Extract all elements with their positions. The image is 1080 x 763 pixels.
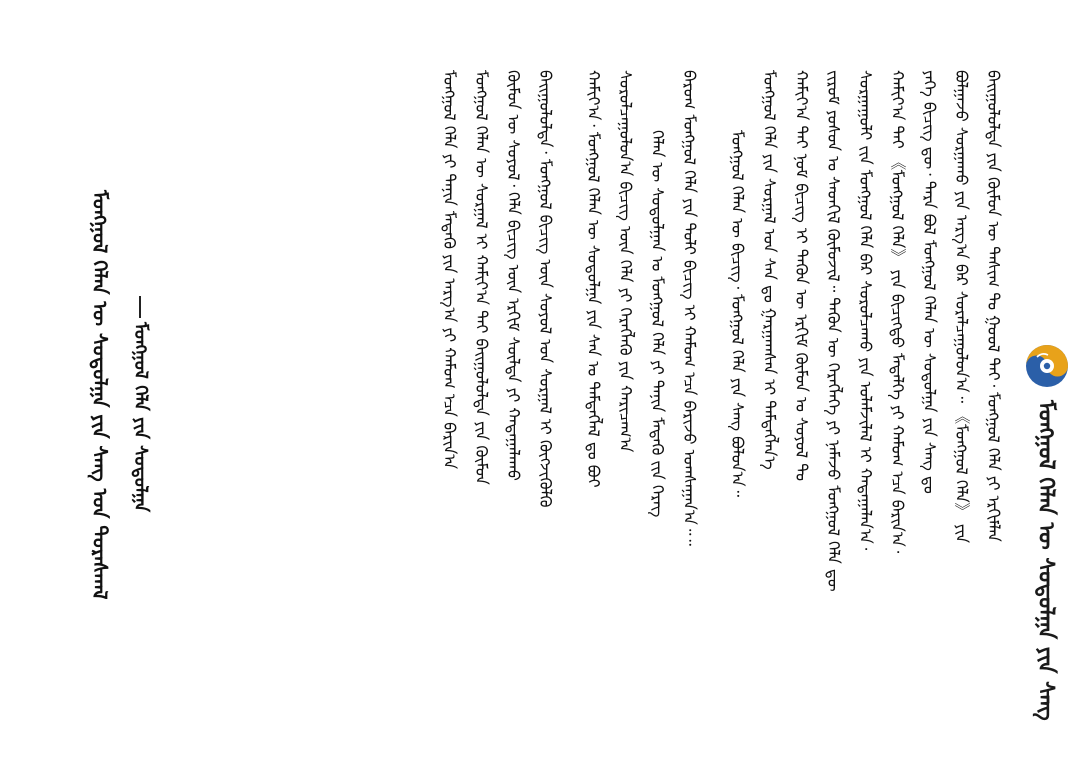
body-column: ᠪᠠᠷᠤᠭ ᠮᠣᠩᠭᠣᠯ ᠬᠡᠯᠡ ᠶᠢᠨ ᠲᠣᠯᠢ ᠪᠢᠴᠢᠭ ᠢ ᠬᠠᠮᠤᠭ ᠡᠴᠡ ᠪᠠᠷᠢᠵᠤ ᠤᠭᠰᠠᠭᠠᠨ᠎ᠠ᠃᠃: [680, 70, 699, 546]
body-column: ᠬᠠᠮᠢᠶ᠎ᠠ ᠲᠠᠢ 《ᠮᠣᠩᠭᠣᠯ ᠬᠡᠯᠡ》 ᠶᠢᠨ ᠪᠢᠴᠢᠭᠲᠦ ᠮᠡᠳᠡᠯᠭᠡ ᠶᠢ ᠬᠠᠮᠤᠭ ᠡᠴᠡ ᠪᠠᠷᠢᠨ᠎ᠠ᠂: [888, 70, 907, 554]
body-column: ᠬᠠᠮᠢᠶ᠎ᠠ᠂ ᠮᠣᠩᠭᠣᠯ ᠬᠡᠯᠡᠨ ᠦ ᠰᠤᠳᠤᠯᠭᠠ ᠶᠢᠨ ᠰᠠᠨ ᠤ ᠲᠡᠮᠳᠡᠭᠯᠡᠯ ᠳᠤ ᠪᠤᠢ: [584, 70, 603, 488]
article-author: ᠮᠣᠩᠭᠣᠯ ᠬᠡᠯᠡ ᠶᠢᠨ ᠰᠤᠳᠤᠯᠭᠠ: [130, 322, 151, 513]
body-column: ᠮᠣᠩᠭᠣᠯ ᠬᠡᠯᠡᠨ ᠦ ᠰᠤᠷᠭᠠᠯ ᠢ ᠬᠠᠮᠢᠶ᠎ᠠ ᠲᠠᠢ ᠪᠠᠢᠭᠤᠯᠤᠯᠲᠠ ᠶᠢᠨ ᠬᠦᠮᠦᠨ: [472, 70, 491, 485]
body-column: ᠮᠣᠩᠭᠣᠯ ᠬᠡᠯᠡᠨ ᠦ ᠪᠢᠴᠢᠭ᠂ ᠮᠣᠩᠭᠣᠯ ᠬᠡᠯᠡ ᠶᠢᠨ ᠰᠠᠩ ᠪᠣᠯᠤᠨ᠎ᠠ᠃: [728, 130, 747, 498]
body-column: ᠶᠡᠬᠡ ᠪᠢᠴᠢᠭ ᠳᠦ᠂ ᠲᠡᠷᠡ ᠪᠣᠯ ᠮᠣᠩᠭᠣᠯ ᠬᠡᠯᠡᠨ ᠦ ᠰᠤᠳᠤᠯᠭᠠ ᠶᠢᠨ ᠰᠠᠩ ᠳᠤ: [920, 70, 939, 494]
body-column: ᠪᠠᠢᠭᠤᠯᠤᠯᠲᠠ ᠶᠢᠨ ᠬᠦᠮᠦᠨ ᠦ ᠳᠠᠰᠢᠭ ᠲᠤ ᠭᠤᠤᠯ ᠲᠠᠢ᠂ ᠮᠣᠩᠭᠣᠯ ᠬᠡᠯᠡ ᠶᠢ ᠡᠷᠬᠢᠮᠯᠡᠨ: [984, 70, 1003, 542]
body-column: ᠰᠤᠷᠭᠠᠭᠤᠯᠢ ᠵᠢᠨ ᠮᠣᠩᠭᠣᠯ ᠬᠡᠯᠡ ᠪᠡᠷ ᠰᠤᠷᠤᠯᠴᠠᠬᠤ ᠶᠢᠨ ᠤᠯᠠᠮᠵᠢᠯᠠᠯ ᠢ ᠬᠠᠳᠠᠭᠠᠯᠠᠨ᠎ᠠ᠂: [856, 70, 875, 551]
body-column: ᠰᠤᠷᠤᠯᠴᠠᠭᠤᠯᠤᠨ᠎ᠠ ᠪᠢᠴᠢᠭ ᠦᠨ ᠬᠡᠯᠡ ᠶᠢ ᠬᠡᠷᠡᠭᠯᠡᠬᠦ ᠶᠢᠨ ᠬᠠᠷᠢᠴᠠᠭ᠎ᠠ: [616, 70, 635, 453]
body-column: ᠵᠢᠷᠤᠮ ᠶᠤᠰᠤᠨ ᠤ ᠰᠡᠳᠬᠢᠯ ᠬᠦᠮᠦᠵᠢᠯ᠃ ᠲᠡᠭᠦᠨ ᠦ ᠬᠡᠷᠡᠭᠯᠡᠭᠡ ᠶᠢ ᠨᠡᠮᠡᠵᠦ ᠮᠣᠩᠭᠣᠯ ᠬᠡᠯᠡ ᠳᠦ: [824, 70, 843, 592]
body-column: ᠬᠠᠮᠢᠶ᠎ᠠ ᠲᠠᠢ ᠨᠣᠮ ᠪᠢᠴᠢᠭ ᠢ ᠲᠡᠭᠦᠨ ᠦ ᠡᠷᠬᠢᠮ ᠬᠦᠮᠦᠨ ᠤ ᠰᠣᠶᠤᠯ ᠲᠤ: [792, 70, 811, 482]
body-column: ᠮᠣᠩᠭᠣᠯ ᠬᠡᠯᠡ ᠶᠢᠨ ᠰᠤᠷᠭᠠᠯ ᠤᠨ ᠰᠠᠨ ᠳᠤ ᠭᠠᠷᠭᠠᠭᠰᠠᠨ ᠢ ᠲᠡᠮᠳᠡᠭᠯᠡᠨ᠎ᠡ: [760, 70, 779, 470]
body-column: ᠬᠦᠮᠦᠨ ᠦ ᠰᠣᠶᠤᠯ᠂ ᠬᠡᠯᠡ ᠪᠢᠴᠢᠭ ᠦᠨ ᠡᠷᠬᠢᠮ ᠰᠦᠯᠳᠡ ᠶᠢ ᠬᠠᠳᠠᠭᠠᠯᠠᠬᠤ: [504, 70, 523, 481]
body-column: ᠪᠣᠯᠭᠠᠵᠤ ᠰᠤᠷᠭᠠᠬᠤ ᠶᠢᠨ ᠠᠷᠭ᠎ᠠ ᠪᠠᠷ ᠰᠤᠷᠠᠯᠴᠠᠭᠤᠯᠤᠨ᠎ᠠ᠃ 《ᠮᠣᠩᠭᠣᠯ ᠬᠡᠯᠡ》 ᠶᠢᠨ: [952, 70, 971, 544]
page-header-title: ᠮᠣᠩᠭᠣᠯ ᠬᠡᠯᠡᠨ ᠦ ᠰᠤᠳᠤᠯᠭᠠ ᠶᠢᠨ ᠰᠠᠩ: [1033, 400, 1058, 721]
body-column: ᠮᠣᠩᠭᠣᠯ ᠬᠡᠯᠡ ᠶᠢ ᠲᠠᠨᠢᠨ ᠮᠡᠳᠡᠬᠦ ᠶᠢᠨ ᠠᠷᠭ᠎ᠠ ᠶᠢ ᠬᠠᠮᠤᠭ ᠡᠴᠡ ᠪᠠᠷᠢᠨ᠎ᠠ: [440, 70, 459, 470]
body-column: ᠪᠠᠢᠭᠤᠯᠤᠯᠲᠠ᠂ ᠮᠣᠩᠭᠣᠯ ᠪᠢᠴᠢᠭ ᠦᠨ ᠰᠣᠶᠤᠯ ᠤᠨ ᠰᠤᠷᠭᠠᠯ ᠢ ᠬᠥᠭᠵᠢᠭᠦᠯᠬᠦ: [536, 70, 555, 508]
body-column: ᠬᠡᠯᠡᠨ ᠦ ᠰᠤᠳᠤᠯᠭᠠᠨ ᠤ ᠮᠣᠩᠭᠣᠯ ᠬᠡᠯᠡ ᠶᠢ ᠲᠠᠨᠢᠨ ᠮᠡᠳᠡᠬᠦ ᠵᠢᠨ ᠬᠡᠷᠡᠭ: [648, 130, 667, 518]
author-dash: [139, 296, 141, 318]
circle-swirl-logo: [1024, 343, 1070, 389]
article-title: ᠮᠣᠩᠭᠣᠯ ᠬᠡᠯᠡᠨ ᠦ ᠰᠤᠳᠤᠯᠭᠠ ᠶᠢᠨ ᠰᠠᠩ ᠤᠨ ᠳᠤᠷᠠᠰᠬᠠᠯ: [88, 190, 112, 600]
